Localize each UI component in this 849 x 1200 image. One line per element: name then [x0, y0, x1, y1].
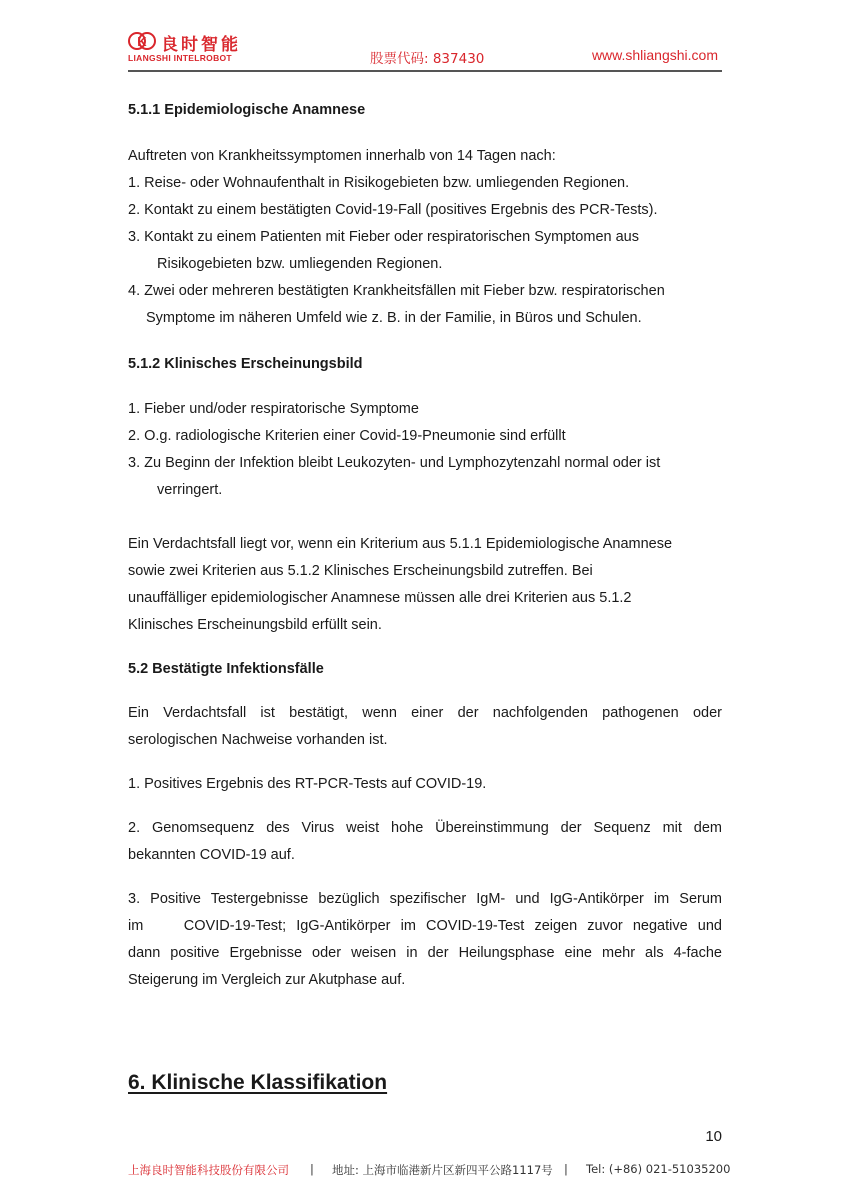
list-item-continuation: Steigerung im Vergleich zur Akutphase auf.: [128, 972, 406, 988]
page-header: [128, 30, 722, 72]
paragraph-line: unauffälliger epidemiologischer Anamnese müssen alle drei Kriterien aus 5.1.2: [128, 590, 632, 606]
footer-telephone: Tel: (+86) 021-51035200: [586, 1162, 731, 1176]
list-item: 2. Genomsequenz des Virus weist hohe Übereinstimmung der Sequenz mit dem: [128, 820, 722, 836]
list-item-continuation: Symptome im näheren Umfeld wie z. B. in der Familie, in Büros und Schulen.: [146, 310, 642, 326]
paragraph: Auftreten von Krankheitssymptomen innerhalb von 14 Tagen nach:: [128, 148, 556, 164]
list-item: 1. Fieber und/oder respiratorische Symptome: [128, 401, 419, 417]
footer-address: 地址: 上海市临港新片区新四平公路1117号: [332, 1163, 553, 1177]
list-item: 1. Reise- oder Wohnaufenthalt in Risikogebieten bzw. umliegenden Regionen.: [128, 175, 630, 191]
section-heading-5-1-2: 5.1.2 Klinisches Erscheinungsbild: [128, 356, 363, 372]
section-heading-5-1-1: 5.1.1 Epidemiologische Anamnese: [128, 102, 366, 118]
list-item: 4. Zwei oder mehreren bestätigten Krankheitsfällen mit Fieber bzw. respiratorischen: [128, 283, 665, 299]
logo-k-icon: [128, 32, 160, 50]
list-item: 1. Positives Ergebnis des RT-PCR-Tests auf COVID-19.: [128, 776, 487, 792]
list-item: 2. Kontakt zu einem bestätigten Covid-19-Fall (positives Ergebnis des PCR-Tests).: [128, 202, 658, 218]
paragraph-line: Ein Verdachtsfall liegt vor, wenn ein Kriterium aus 5.1.1 Epidemiologische Anamnese: [128, 536, 673, 552]
section-heading-6: 6. Klinische Klassifikation: [128, 1071, 388, 1094]
list-item: 3. Zu Beginn der Infektion bleibt Leukozyten- und Lymphozytenzahl normal oder ist: [128, 455, 661, 471]
paragraph-line: Klinisches Erscheinungsbild erfüllt sein.: [128, 617, 382, 633]
list-item: 2. O.g. radiologische Kriterien einer Covid-19-Pneumonie sind erfüllt: [128, 428, 566, 444]
section-heading-5-2: 5.2 Bestätigte Infektionsfälle: [128, 661, 324, 677]
website-link[interactable]: www.shliangshi.com: [591, 47, 718, 63]
footer-separator: |: [310, 1162, 314, 1176]
list-item-continuation: bekannten COVID-19 auf.: [128, 847, 295, 863]
paragraph-line: Ein Verdachtsfall ist bestätigt, wenn einer der nachfolgenden pathogenen oder: [128, 705, 722, 721]
footer-separator: |: [564, 1162, 568, 1176]
list-item-continuation: dann positive Ergebnisse oder weisen in der Heilungsphase eine mehr als 4-fache: [128, 945, 722, 961]
list-item-continuation: Risikogebieten bzw. umliegenden Regionen.: [157, 256, 443, 272]
stock-code: 股票代码: 837430: [370, 51, 485, 67]
paragraph-line: sowie zwei Kriterien aus 5.1.2 Klinisches Erscheinungsbild zutreffen. Bei: [128, 563, 593, 579]
list-item-continuation: im COVID-19-Test; IgG-Antikörper im COVID-19-Test zeigen zuvor negative und: [128, 918, 722, 934]
svg-text:K: K: [137, 34, 147, 49]
company-logo: [128, 30, 258, 66]
list-item: 3. Kontakt zu einem Patienten mit Fieber oder respiratorischen Symptomen aus: [128, 229, 639, 245]
page-number: 10: [705, 1128, 722, 1145]
list-item: 3. Positive Testergebnisse bezüglich spezifischer IgM- und IgG-Antikörper im Serum: [128, 891, 722, 907]
list-item-continuation: verringert.: [157, 482, 223, 498]
footer-company: 上海良时智能科技股份有限公司: [128, 1163, 289, 1177]
paragraph-line: serologischen Nachweise vorhanden ist.: [128, 732, 388, 748]
logo-chinese-name: 良时智能: [161, 35, 241, 55]
logo-english-name: LIANGSHI INTELROBOT: [128, 53, 232, 63]
header-divider: [128, 70, 722, 72]
